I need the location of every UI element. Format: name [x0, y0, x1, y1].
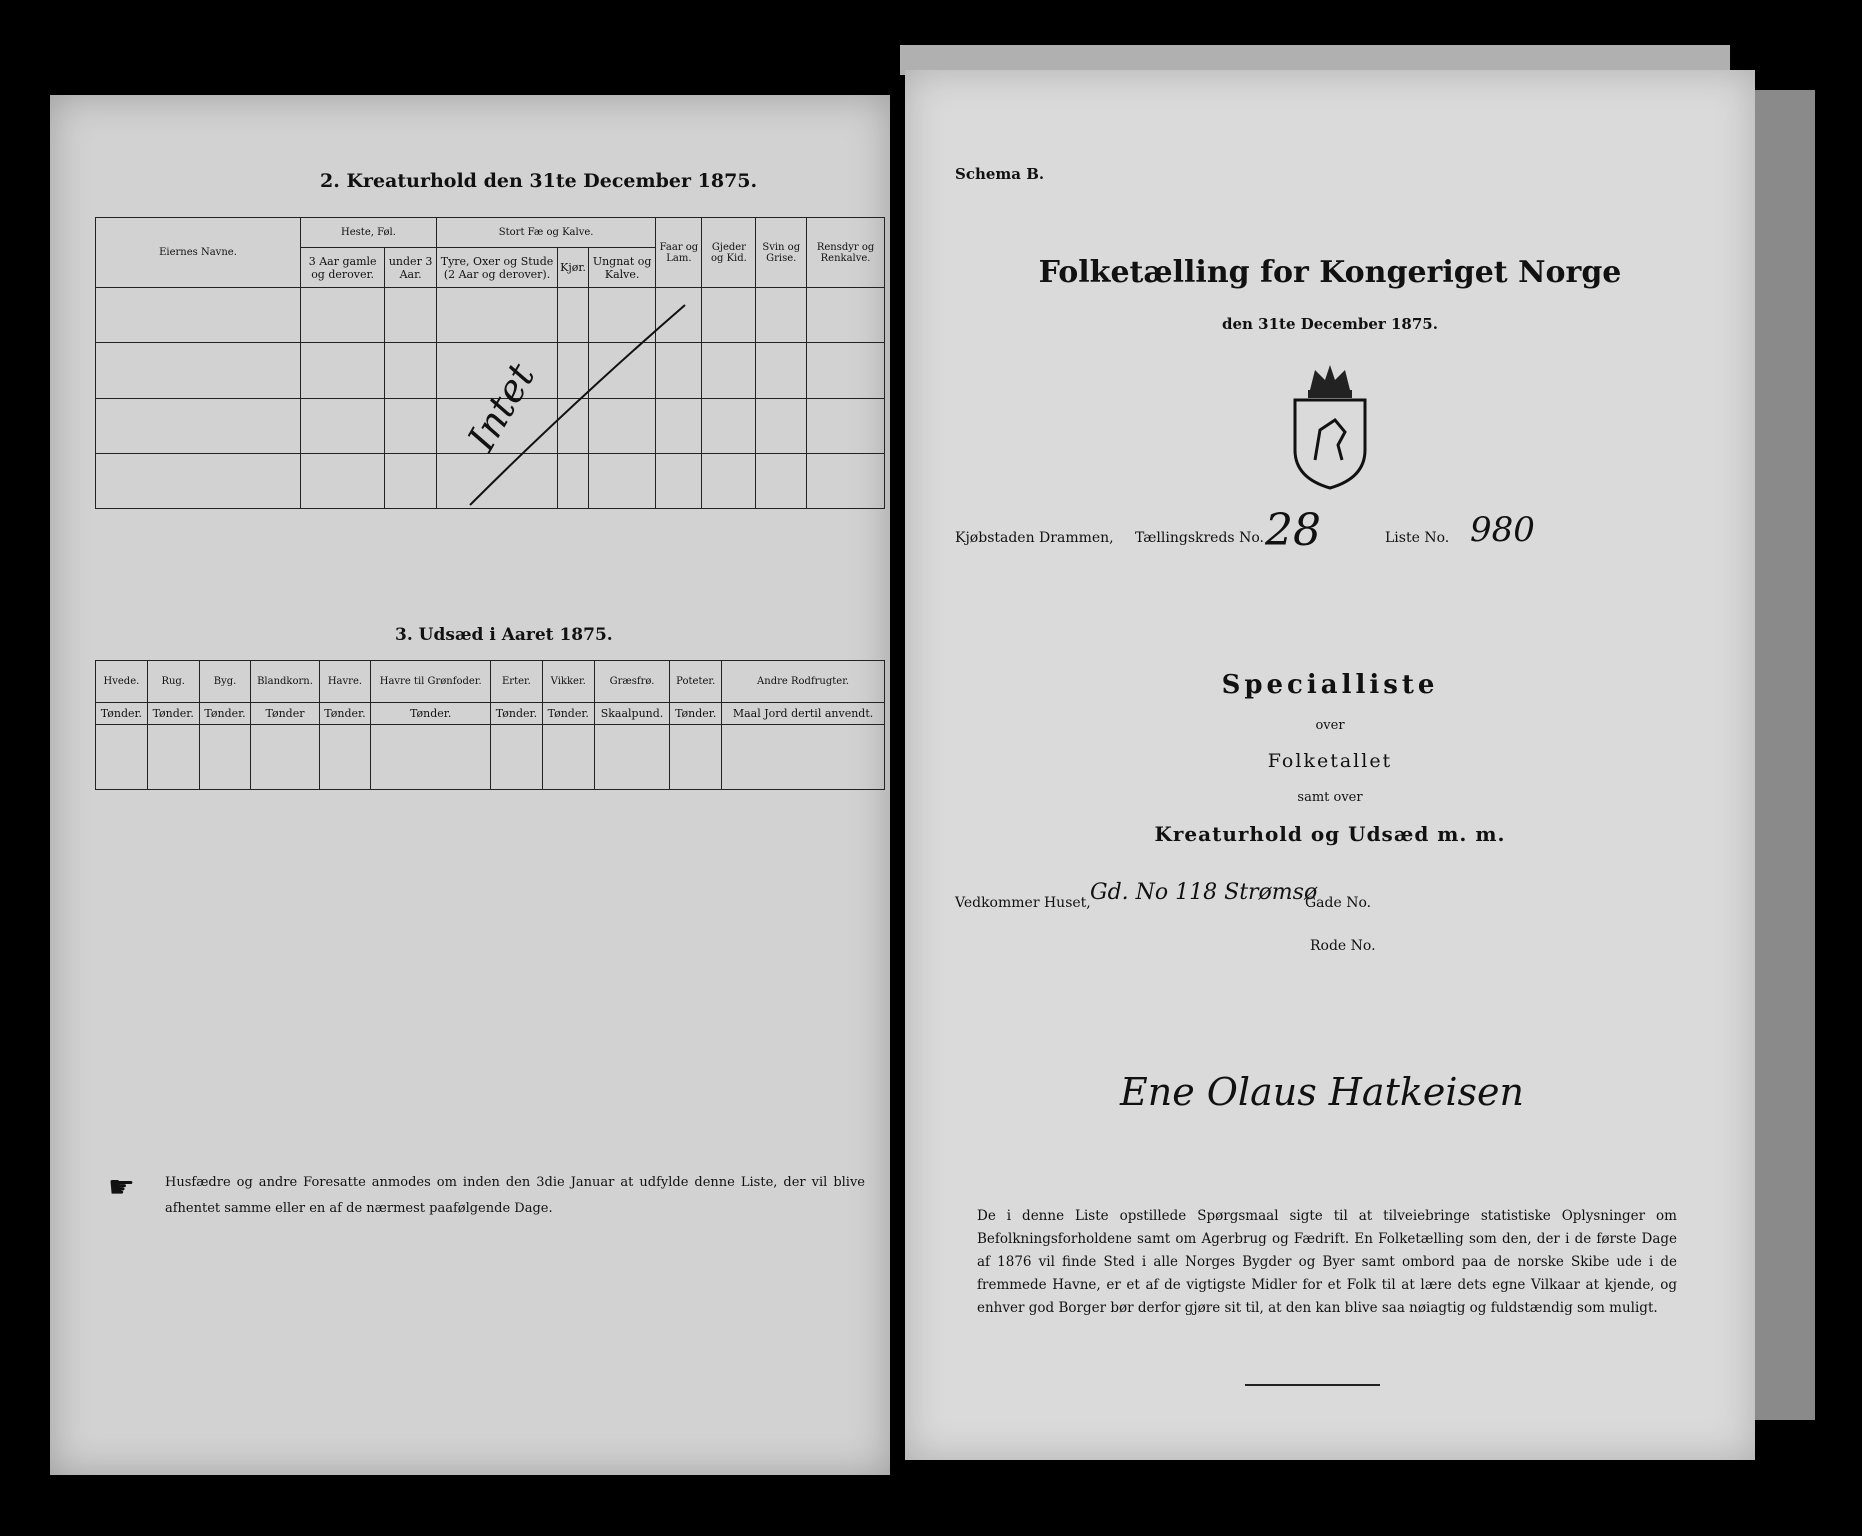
bulls-header: Tyre, Oxer og Stude (2 Aar og derover).	[436, 248, 557, 288]
cows-header: Kjør.	[558, 248, 589, 288]
seed-col-unit: Tønder.	[147, 703, 199, 725]
seed-col-label: Blandkorn.	[251, 661, 319, 703]
rode-label: Rode No.	[1310, 938, 1376, 954]
over-label-1: over	[1315, 718, 1345, 733]
seed-col-label: Havre.	[319, 661, 371, 703]
seed-cell	[96, 725, 148, 790]
seed-cell	[722, 725, 885, 790]
place-label: Kjøbstaden Drammen,	[955, 530, 1114, 546]
coat-of-arms-icon	[1280, 360, 1380, 490]
left-page	[50, 95, 890, 1475]
seed-col-unit: Tønder	[251, 703, 319, 725]
goats-header: Gjeder og Kid.	[702, 218, 756, 288]
district-label: Tællingskreds No.	[1135, 530, 1264, 546]
signature: Ene Olaus Hatkeisen	[1120, 1070, 1524, 1114]
main-title: Folketælling for Kongeriget Norge	[1038, 255, 1622, 290]
seed-col-unit: Tønder.	[199, 703, 251, 725]
notice-text: Husfædre og andre Foresatte anmodes om inden den 3die Januar at udfylde denne Liste, der vil blive afhentet samme eller en af de nærmest paafølgende Dage.	[165, 1175, 865, 1216]
list-number: 980	[1470, 510, 1535, 550]
reindeer-header: Rensdyr og Renkalve.	[807, 218, 885, 288]
seed-col-label: Erter.	[491, 661, 543, 703]
seed-col-unit: Skaalpund.	[594, 703, 670, 725]
horses-old-header: 3 Aar gamle og derover.	[301, 248, 385, 288]
young-header: Ungnat og Kalve.	[588, 248, 655, 288]
specialliste-title: Specialliste	[1221, 670, 1439, 700]
seed-cell	[542, 725, 594, 790]
seed-cell	[371, 725, 491, 790]
seed-col-unit: Tønder.	[371, 703, 491, 725]
folketallet-title: Folketallet	[1267, 750, 1393, 772]
samt-over-label: samt over	[1297, 790, 1363, 805]
seed-col-unit: Tønder.	[491, 703, 543, 725]
pointing-hand-icon: ☛	[108, 1170, 135, 1205]
seed-cell	[251, 725, 319, 790]
sheep-header: Faar og Lam.	[656, 218, 702, 288]
list-label: Liste No.	[1385, 530, 1450, 546]
closing-rule	[1245, 1384, 1380, 1386]
seed-col-unit: Tønder.	[542, 703, 594, 725]
seed-cell	[199, 725, 251, 790]
seed-col-label: Poteter.	[670, 661, 722, 703]
seed-col-label: Rug.	[147, 661, 199, 703]
seed-col-unit: Tønder.	[670, 703, 722, 725]
seed-col-unit: Maal Jord dertil anvendt.	[722, 703, 885, 725]
section3-title: 3. Udsæd i Aaret 1875.	[395, 625, 613, 645]
seed-cell	[594, 725, 670, 790]
horses-young-header: under 3 Aar.	[385, 248, 437, 288]
seed-cell	[491, 725, 543, 790]
horses-header: Heste, Føl.	[301, 218, 437, 248]
cattle-header: Stort Fæ og Kalve.	[436, 218, 655, 248]
strike-line	[450, 295, 690, 515]
seed-col-label: Havre til Grønfoder.	[371, 661, 491, 703]
page-edge-right	[1755, 90, 1815, 1420]
census-date: den 31te December 1875.	[1222, 315, 1438, 333]
owner-header: Eiernes Navne.	[96, 218, 301, 288]
kreaturhold-title: Kreaturhold og Udsæd m. m.	[1154, 822, 1506, 846]
seed-col-label: Græsfrø.	[594, 661, 670, 703]
seed-col-label: Andre Rodfrugter.	[722, 661, 885, 703]
seed-table	[95, 660, 885, 790]
seed-cell	[319, 725, 371, 790]
seed-col-label: Hvede.	[96, 661, 148, 703]
street-label: Gade No.	[1305, 895, 1372, 911]
section2-title: 2. Kreaturhold den 31te December 1875.	[320, 170, 758, 192]
pigs-header: Svin og Grise.	[756, 218, 807, 288]
seed-col-unit: Tønder.	[96, 703, 148, 725]
seed-col-unit: Tønder.	[319, 703, 371, 725]
house-label: Vedkommer Huset,	[955, 895, 1091, 911]
district-number: 28	[1265, 505, 1321, 556]
seed-col-label: Vikker.	[542, 661, 594, 703]
house-handwritten: Gd. No 118 Strømsø	[1090, 880, 1318, 905]
schema-label: Schema B.	[955, 165, 1045, 183]
handwritten-intet: Intet	[459, 355, 544, 459]
seed-cell	[147, 725, 199, 790]
seed-col-label: Byg.	[199, 661, 251, 703]
seed-cell	[670, 725, 722, 790]
right-page	[905, 70, 1755, 1460]
info-paragraph: De i denne Liste opstillede Spørgsmaal sigte til at tilveiebringe statistiske Oplysninger om Befolkningsforholdene samt om Agerbrug og Fædrift. En Folketælling som den, der i de første Dage af 1876 vil finde Sted i alle Norges Bygder og Byer samt ombord paa de norske Skibe ude i de fremmede Havne, er et af de vigtigste Midler for et Folk til at lære dets egne Vilkaar at kjende, og enhver god Borger bør derfor gjøre sit til, at den kan blive saa nøiagtig og fuldstændig som muligt.	[977, 1208, 1677, 1316]
